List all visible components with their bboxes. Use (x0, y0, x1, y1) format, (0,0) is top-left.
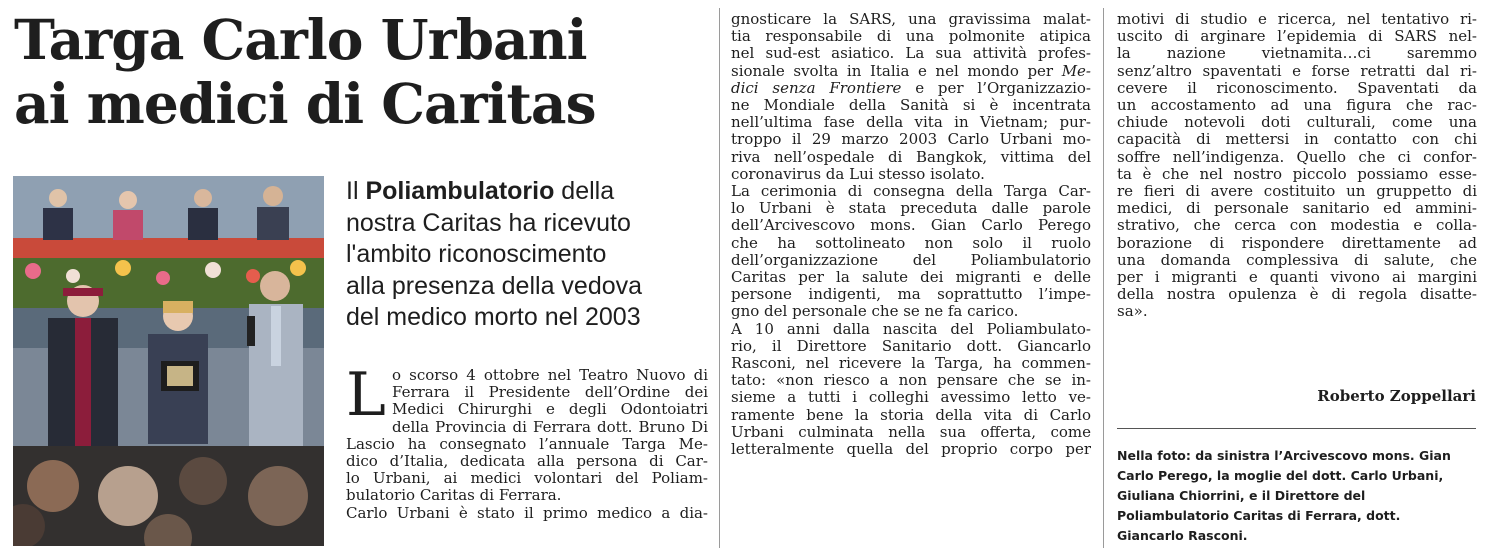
body-line: bulatorio Caritas di Ferrara. (346, 487, 562, 505)
article-photo (13, 176, 324, 546)
body-line: rio, il Direttore Sanitario dott. Giancarlo (731, 337, 1091, 355)
body-line: una domanda complessiva di salute, che (1117, 251, 1477, 269)
body-line: A 10 anni dalla nascita del Poliambulato- (731, 320, 1091, 338)
article-subhead (346, 176, 716, 334)
body-line: dell’organizzazione del Poliambulatorio (731, 251, 1091, 269)
article-column-2 (731, 11, 1091, 458)
subhead-bold: Poliambulatorio (365, 177, 555, 205)
body-line: dell’Arcivescovo mons. Gian Carlo Perego (731, 217, 1091, 235)
body-line: Rasconi, nel ricevere la Targa, ha commen- (731, 355, 1091, 373)
author-byline: Roberto Zoppellari (1317, 387, 1476, 405)
caption-line: Poliambulatorio Caritas di Ferrara, dott. (1117, 508, 1401, 523)
body-line: dici senza Frontiere e per l’Organizzazio- (731, 79, 1091, 97)
body-line: dico d’Italia, dedicata alla persona di Car- (346, 453, 708, 471)
body-line: La cerimonia di consegna della Targa Car- (731, 183, 1091, 201)
body-line: tia responsabile di una polmonite atipica (731, 28, 1091, 46)
body-line: motivi di studio e ricerca, nel tentativo ri- (1117, 11, 1477, 28)
subhead-line: nostra Caritas ha ricevuto (346, 208, 631, 237)
body-line: o scorso 4 ottobre nel Teatro Nuovo di (392, 367, 708, 384)
article-headline (14, 8, 714, 136)
body-line: per i migranti e quanti vivono ai margini (1117, 269, 1477, 287)
body-line: della Provincia di Ferrara dott. Bruno Di (392, 418, 708, 436)
body-line: Carlo Urbani è stato il primo medico a dia- (346, 504, 708, 522)
headline-line-1: Targa Carlo Urbani (14, 7, 587, 72)
body-line: senz’altro spaventati e forse retratti dal ri- (1117, 62, 1477, 80)
subhead-post: della (554, 177, 615, 205)
body-line: ramente bene la storia della vita di Carlo (731, 406, 1091, 424)
body-line: della nostra opulenza è di regola disatte- (1117, 286, 1477, 304)
body-line: sionale svolta in Italia e nel mondo per Me- (731, 62, 1091, 80)
caption-line: Giancarlo Rasconi. (1117, 528, 1248, 543)
dropcap: L (346, 360, 386, 430)
photo-caption (1117, 446, 1477, 546)
body-line: persone indigenti, ma soprattutto l’impe- (731, 286, 1091, 304)
article-column-3 (1117, 11, 1477, 321)
headline-line-2: ai medici di Caritas (14, 71, 596, 136)
body-line: coronavirus da Lui stesso isolato. (731, 165, 985, 183)
caption-line: Nella foto: da sinistra l’Arcivescovo mons. Gian (1117, 448, 1451, 463)
body-line: un accostamento ad una figura che rac- (1117, 97, 1477, 115)
body-line: lo Urbani, ai medici volontari del Poliam- (346, 470, 708, 488)
column-divider (1103, 8, 1104, 548)
body-line: re fieri di avere costituito un gruppetto di (1117, 183, 1477, 201)
body-line: soffre nell’indigenza. Quello che ci confor- (1117, 148, 1477, 166)
subhead-line: alla presenza della vedova (346, 271, 643, 300)
body-line: la nazione vietnamita…ci saremmo (1117, 45, 1477, 63)
body-line: borazione di rispondere direttamente ad (1117, 234, 1477, 252)
body-line: troppo il 29 marzo 2003 Carlo Urbani mo- (731, 131, 1091, 149)
body-line: Caritas per la salute dei migranti e delle (731, 269, 1091, 287)
body-line: ne Mondiale della Sanità si è incentrata (731, 97, 1091, 115)
body-line: sa». (1117, 303, 1148, 321)
body-line: strativo, che cerca con modestia e colla- (1117, 217, 1477, 235)
body-line: medici, di personale sanitario ed ammini- (1117, 200, 1477, 218)
body-line: Ferrara il Presidente dell’Ordine dei (392, 384, 708, 402)
body-line: chiude notevoli doti culturali, come una (1117, 114, 1477, 132)
subhead-line: del medico morto nel 2003 (346, 303, 641, 331)
body-line: che ha sottolineato non solo il ruolo (731, 234, 1091, 252)
body-line: gnosticare la SARS, una gravissima malat- (731, 11, 1091, 28)
caption-line: Giuliana Chiorrini, e il Direttore del (1117, 488, 1366, 503)
article-column-1 (346, 360, 708, 522)
subhead-pre: Il (346, 177, 366, 205)
body-line: Medici Chirurghi e degli Odontoiatri (392, 401, 708, 419)
caption-divider (1117, 428, 1476, 429)
body-line: ta è che nel nostro piccolo possiamo esse- (1117, 165, 1477, 183)
body-line: uscito di arginare l’epidemia di SARS nel- (1117, 28, 1477, 46)
body-line: capacità di mettersi in contatto con chi (1117, 131, 1477, 149)
body-line: tato: «non riesco a non pensare che se in- (731, 372, 1091, 390)
subhead-line: l'ambito riconoscimento (346, 240, 607, 268)
body-line: riva nell’ospedale di Bangkok, vittima del (731, 148, 1091, 166)
subhead-line-1 (346, 176, 716, 208)
body-line: nel sud-est asiatico. La sua attività profes- (731, 45, 1091, 63)
body-line: Urbani culminata nella sua offerta, come (731, 423, 1091, 441)
photo-ceremony-icon (13, 176, 324, 546)
caption-line: Carlo Perego, la moglie del dott. Carlo Urbani, (1117, 468, 1444, 483)
body-line: gno del personale che se ne fa carico. (731, 303, 1019, 321)
body-line: sieme a tutti i colleghi avessimo letto ve- (731, 389, 1091, 407)
body-line: lo Urbani è stata preceduta dalle parole (731, 200, 1091, 218)
body-line: nell’ultima fase della vita in Vietnam; pur- (731, 114, 1091, 132)
column-divider (719, 8, 720, 548)
body-line: cevere il riconoscimento. Spaventati da (1117, 79, 1477, 97)
body-line: letteralmente quella del proprio corpo per (731, 441, 1091, 459)
body-line: Lascio ha consegnato l’annuale Targa Me- (346, 435, 708, 453)
